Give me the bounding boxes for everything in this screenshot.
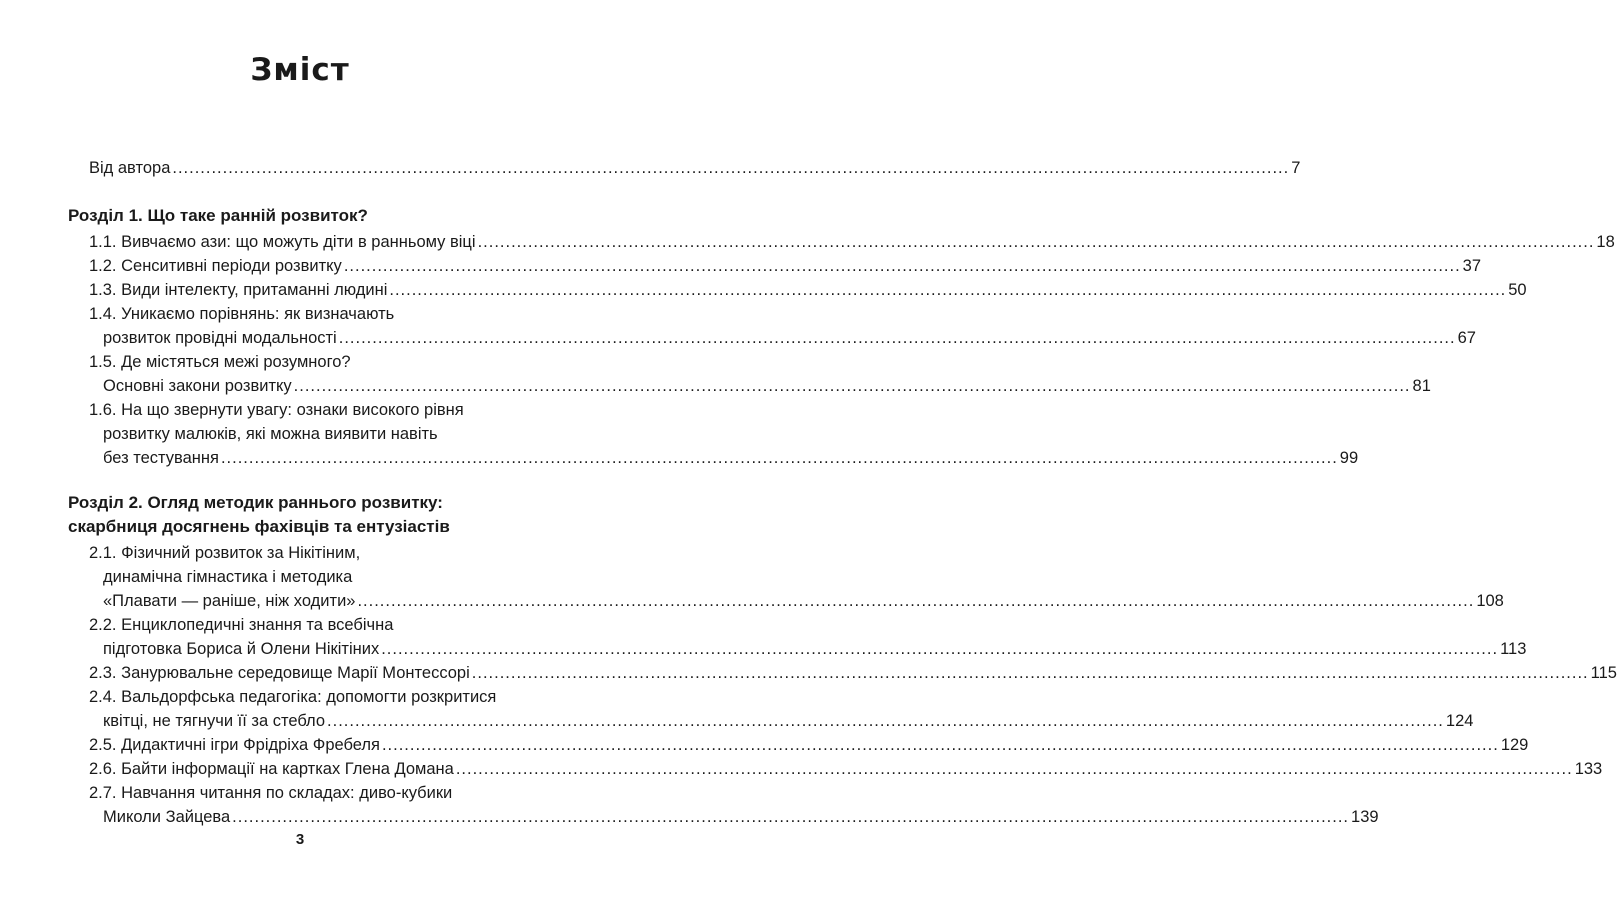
footer-page-number: 3 [295, 831, 305, 848]
toc-page-number: 108 [1476, 592, 1504, 610]
toc-entry-2-7-line1[interactable]: 2.7. Навчання читання по складах: диво-кубики [89, 784, 453, 802]
toc-entry-2-2[interactable] [103, 637, 1527, 661]
section-2-title-line2: скарбниця досягнень фахівців та ентузіастів [68, 517, 450, 536]
toc-entry-2-1[interactable] [103, 589, 1504, 613]
toc-entry-1-2[interactable] [89, 254, 1482, 278]
toc-page-number: 139 [1351, 808, 1379, 826]
toc-entry-label: 2.6. Байти інформації на картках Глена Домана [89, 760, 454, 778]
toc-entry-1-6-line1[interactable]: 1.6. На що звернути увагу: ознаки високого рівня [89, 401, 464, 419]
leader-dots: ........................................................................................................................................................................................................ [381, 736, 1499, 754]
toc-entry-author[interactable] [89, 156, 1301, 180]
toc-entry-2-4-line1[interactable]: 2.4. Вальдорфська педагогіка: допомогти розкритися [89, 688, 497, 706]
leader-dots: ........................................................................................................................................................................................................ [471, 664, 1589, 682]
leader-dots: ........................................................................................................................................................................................................ [172, 159, 1290, 177]
section-1-title: Розділ 1. Що таке ранній розвиток? [68, 206, 368, 225]
toc-entry-1-5[interactable] [103, 374, 1431, 398]
leader-dots: ........................................................................................................................................................................................................ [389, 281, 1507, 299]
page-title: Зміст [250, 52, 350, 88]
section-2-title-line1: Розділ 2. Огляд методик раннього розвитку: [68, 493, 443, 512]
leader-dots: ........................................................................................................................................................................................................ [338, 329, 1456, 347]
toc-entry-label: квітці, не тягнучи її за стебло [103, 712, 326, 730]
toc-entry-1-6-line2[interactable]: розвитку малюків, які можна виявити навіть [103, 425, 438, 443]
toc-entry-2-1-line2[interactable]: динамічна гімнастика і методика [103, 568, 353, 586]
leader-dots: ........................................................................................................................................................................................................ [357, 592, 1475, 610]
toc-entry-1-5-line1[interactable]: 1.5. Де містяться межі розумного? [89, 353, 351, 371]
toc-entry-label: «Плавати — раніше, ніж ходити» [103, 592, 356, 610]
toc-entry-label: підготовка Бориса й Олени Нікітіних [103, 640, 380, 658]
toc-entry-label: 2.3. Занурювальне середовище Марії Монтессорі [89, 664, 470, 682]
leader-dots: ........................................................................................................................................................................................................ [293, 377, 1411, 395]
toc-entry-2-5[interactable] [89, 733, 1529, 757]
toc-entry-2-2-line1[interactable]: 2.2. Енциклопедичні знання та всебічна [89, 616, 394, 634]
leader-dots: ........................................................................................................................................................................................................ [477, 233, 1595, 251]
leader-dots: ........................................................................................................................................................................................................ [381, 640, 1499, 658]
leader-dots: ........................................................................................................................................................................................................ [327, 712, 1444, 730]
toc-page-number: 133 [1574, 760, 1603, 778]
toc-page-number: 99 [1339, 449, 1359, 467]
toc-page-number: 115 [1590, 664, 1617, 682]
toc-page-number: 113 [1500, 640, 1527, 658]
toc-entry-label: розвиток провідні модальності [103, 329, 337, 347]
toc-entry-2-1-line1[interactable]: 2.1. Фізичний розвиток за Нікітіним, [89, 544, 361, 562]
leader-dots: ........................................................................................................................................................................................................ [232, 808, 1350, 826]
toc-page-number: 50 [1508, 281, 1527, 299]
toc-entry-label: 1.3. Види інтелекту, притаманні людині [89, 281, 388, 299]
toc-entry-2-3[interactable] [89, 661, 1617, 685]
toc-entry-1-4[interactable] [103, 326, 1476, 350]
toc-entry-label: Від автора [89, 159, 171, 177]
toc-entry-label: Основні закони розвитку [103, 377, 292, 395]
leader-dots: ........................................................................................................................................................................................................ [455, 760, 1573, 778]
toc-entry-1-4-line1[interactable]: 1.4. Уникаємо порівнянь: як визначають [89, 305, 395, 323]
toc-page-number: 129 [1500, 736, 1529, 754]
toc-page-number: 37 [1462, 257, 1482, 275]
leader-dots: ........................................................................................................................................................................................................ [220, 449, 1338, 467]
toc-entry-label: 1.1. Вивчаємо ази: що можуть діти в ранньому віці [89, 233, 476, 251]
toc-page-number: 7 [1291, 159, 1301, 177]
toc-entry-1-1[interactable] [89, 230, 1615, 254]
toc-entry-2-7[interactable] [103, 805, 1379, 829]
toc-entry-label: 2.5. Дидактичні ігри Фрідріха Фребеля [89, 736, 380, 754]
toc-page-number: 67 [1457, 329, 1476, 347]
toc-entry-2-6[interactable] [89, 757, 1603, 781]
toc-entry-1-6[interactable] [103, 446, 1359, 470]
toc-entry-2-4[interactable] [103, 709, 1474, 733]
toc-page-number: 124 [1445, 712, 1474, 730]
toc-entry-label: Миколи Зайцева [103, 808, 231, 826]
leader-dots: ........................................................................................................................................................................................................ [343, 257, 1461, 275]
toc-page-number: 18 [1596, 233, 1615, 251]
toc-entry-1-3[interactable] [89, 278, 1527, 302]
toc-entry-label: без тестування [103, 449, 219, 467]
toc-entry-label: 1.2. Сенситивні періоди розвитку [89, 257, 342, 275]
toc-page-number: 81 [1412, 377, 1431, 395]
